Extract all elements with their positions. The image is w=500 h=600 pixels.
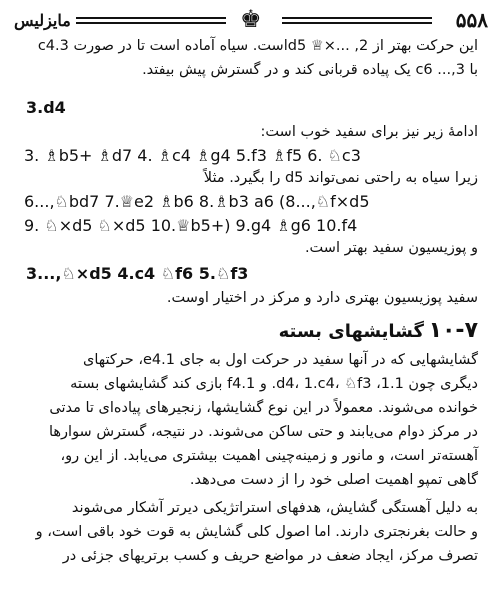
section-number: ۱۰-۷ [428,318,478,343]
move-line: 9. ♘×d5 ♘×d5 10.♕b5+) 9.g4 ♗g6 10.f4 [24,216,358,235]
header-rule-right [282,17,432,24]
paragraph-line: و حالت بغرنجتری دارند. اما اصول کلی گشایش به قوت خود باقی است، و [35,524,478,540]
paragraph-line: گشایشهایی که در آنها سفید در حرکت اول به جای 1.e4، حرکتهای [83,352,478,368]
section-heading [20,318,478,343]
paragraph-line: تصرف مرکز، ایجاد ضعف در مواضع حریف و کسب برتریهای جزئی در [62,548,478,564]
paragraph-line: ادامهٔ زیر نیز برای سفید خوب است: [260,124,478,140]
running-title: مایزلیس [14,11,71,30]
paragraph-line: سفید پوزیسیون بهتری دارد و مرکز در اختیار اوست. [166,290,478,306]
paragraph-line: خوانده می‌شوند. معمولاً در این نوع گشایشها، زنجیرهای پیاده‌ای تا مدتی [49,400,478,416]
move-line: 3.d4 [26,98,66,117]
paragraph-line: با c6 ...,3 یک پیاده قربانی کند و در گسترش پیش بیفتد. [142,62,478,78]
header-rule-left [76,17,226,24]
paragraph-line: دیگری چون 1.d4، 1.c4، ♘f3 ،1. و 1.f4 بازی کند گشایشهای بسته [70,376,478,392]
paragraph-line: گاهی تمپو اهمیت اصلی خود را از دست می‌دهد. [189,472,478,488]
page-header [14,5,488,34]
move-line: 6...,♘bd7 7.♕e2 ♗b6 8.♗b3 a6 (8...,♘f×d5 [24,192,370,211]
move-line: 3...,♘×d5 4.c4 ♘f6 5.♘f3 [26,264,249,283]
paragraph-line: و پوزیسیون سفید بهتر است. [304,240,478,256]
paragraph-line: این حرکت بهتر از d5 ♕×... ,2است. سیاه آماده است تا در صورت 3.c4 [37,38,478,54]
move-line: 3. ♗b5+ ♗d7 4. ♗c4 ♗g4 5.f3 ♗f5 6. ♘c3 [24,146,361,165]
paragraph-line: به دلیل آهستگی گشایش، هدفهای استراتژیکی دیرتر آشکار می‌شوند [71,500,478,516]
paragraph-line: در مرکز دوام می‌یابند و حتی ساکن می‌شوند. در نتیجه، گسترش سوارها [48,424,478,440]
page-number: ۵۵۸ [455,8,488,32]
paragraph-line: آهسته‌تر است، و مانور و زمینه‌چینی اهمیت بیشتری می‌یابد. از این رو، [60,448,478,464]
paragraph-line: زیرا سیاه به راحتی نمی‌تواند d5 را بگیرد. مثلاً [203,170,478,186]
king-icon: ♚ [240,5,262,33]
section-title: گشایشهای بسته [278,321,424,342]
